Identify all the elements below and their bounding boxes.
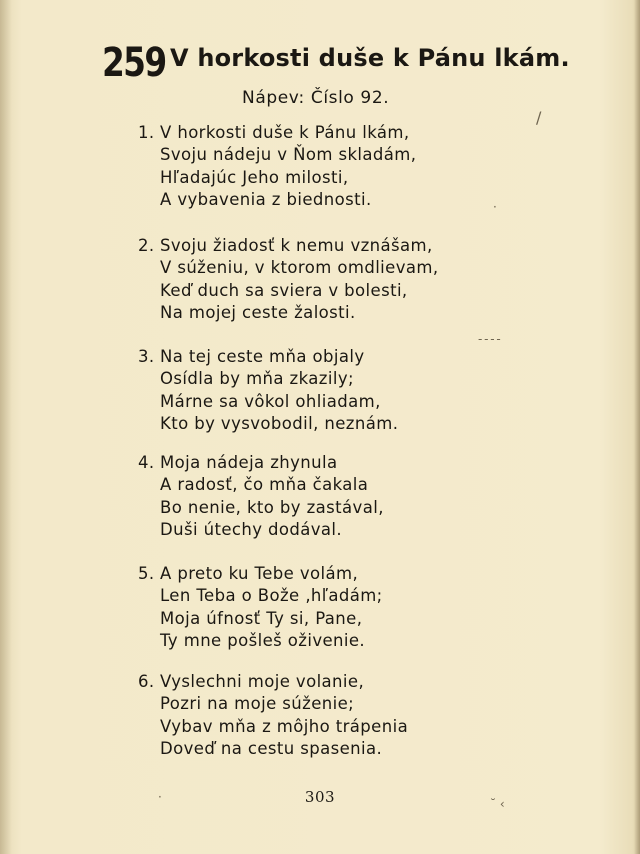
verse-line: Pozri na moje súženie; xyxy=(160,694,355,714)
verse-line: A vybavenia z biednosti. xyxy=(160,189,372,209)
margin-mark: ˘ ‹ xyxy=(490,797,505,811)
stanza-number: 1. xyxy=(138,123,155,142)
verse-line: Keď duch sa sviera v bolesti, xyxy=(160,280,408,300)
hymn-title: V horkosti duše k Pánu lkám. xyxy=(170,44,570,72)
stanza-3 xyxy=(138,346,398,435)
verse-line: Márne sa vôkol ohliadam, xyxy=(160,391,381,411)
stanza-2 xyxy=(138,235,439,324)
verse-line: Ty mne pošleš oživenie. xyxy=(160,630,366,650)
verse-line: A radosť, čo mňa čakala xyxy=(160,475,369,495)
margin-mark: / xyxy=(536,108,542,127)
page-edge xyxy=(634,0,640,854)
hymn-number: 259 xyxy=(102,40,166,86)
verse-line: Osídla by mňa zkazily; xyxy=(160,369,354,389)
tune-reference: Nápev: Číslo 92. xyxy=(242,88,390,108)
page-number: 303 xyxy=(304,788,336,806)
stanza-number: 5. xyxy=(138,564,155,583)
margin-mark: - - - - xyxy=(478,332,500,346)
stanza-number: 4. xyxy=(138,453,155,472)
verse-line: Svoju nádeju v Ňom skladám, xyxy=(160,145,417,165)
stanza-number: 2. xyxy=(138,236,155,255)
stanza-4 xyxy=(138,452,384,541)
verse-line: V súženiu, v ktorom omdlievam, xyxy=(160,258,439,278)
verse-line: Vybav mňa z môjho trápenia xyxy=(160,716,409,736)
verse-line: Svoju žiadosť k nemu vznášam, xyxy=(160,236,433,255)
stanza-number: 3. xyxy=(138,347,155,366)
gutter-shadow xyxy=(0,0,12,854)
verse-line: A preto ku Tebe volám, xyxy=(160,564,359,583)
verse-line: Hľadajúc Jeho milosti, xyxy=(160,167,349,187)
margin-mark: · xyxy=(158,790,162,804)
verse-line: Len Teba o Bože ‚hľadám; xyxy=(160,586,383,606)
verse-line: Bo nenie, kto by zastával, xyxy=(160,497,384,517)
margin-mark: · xyxy=(493,200,497,214)
stanza-5 xyxy=(138,563,383,652)
verse-line: Na tej ceste mňa objaly xyxy=(160,347,365,366)
stanza-6 xyxy=(138,671,408,760)
stanza-number: 6. xyxy=(138,672,155,691)
verse-line: Na mojej ceste žalosti. xyxy=(160,302,356,322)
stanza-1 xyxy=(138,122,416,211)
verse-line: Moja úfnosť Ty si, Pane, xyxy=(160,608,363,628)
verse-line: Moja nádeja zhynula xyxy=(160,453,338,472)
verse-line: Vyslechni moje volanie, xyxy=(160,672,365,691)
verse-line: Duši útechy dodával. xyxy=(160,519,343,539)
verse-line: Doveď na cestu spasenia. xyxy=(160,738,383,758)
verse-line: V horkosti duše k Pánu lkám, xyxy=(160,123,410,142)
verse-line: Kto by vysvobodil, neznám. xyxy=(160,413,399,433)
